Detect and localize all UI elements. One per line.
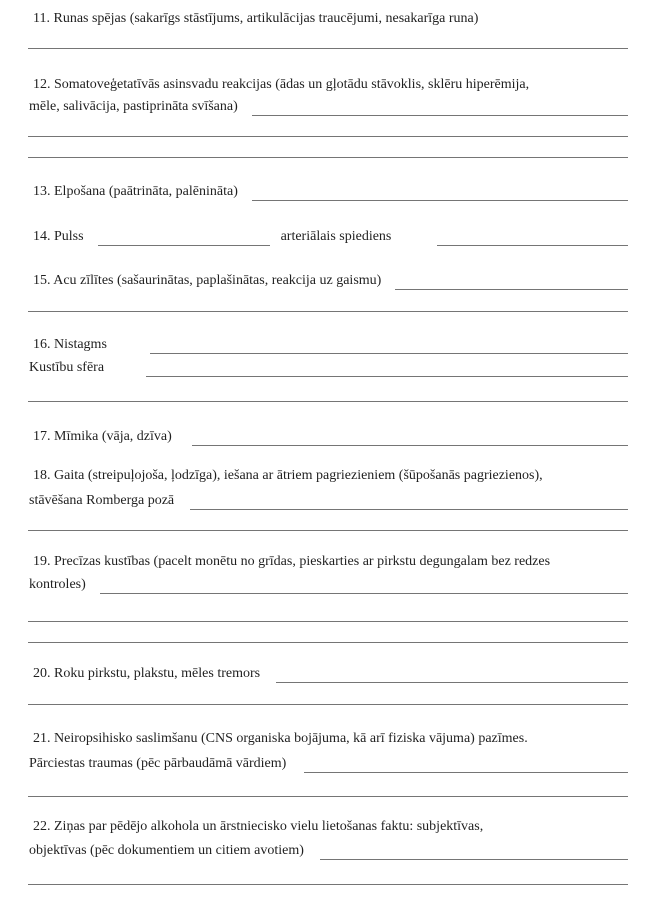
- item-22-blank-field[interactable]: [320, 841, 628, 860]
- item-14-pulse-label: 14. Pulss: [33, 229, 84, 244]
- item-18-blank-line[interactable]: [28, 530, 628, 531]
- item-11-blank-line[interactable]: [28, 48, 628, 49]
- item-22-row-1: [28, 816, 628, 838]
- item-16-blank-line[interactable]: [28, 401, 628, 402]
- item-15-row: [28, 270, 628, 292]
- item-15-blank-line[interactable]: [28, 311, 628, 312]
- item-19-label-line-2: kontroles): [29, 577, 86, 592]
- item-12-label-line-1: 12. Somatoveģetatīvās asinsvadu reakcijas (ādas un gļotādu stāvoklis, sklēru hiperēmija,: [33, 77, 530, 92]
- item-22-label-line-2: objektīvas (pēc dokumentiem un citiem avotiem): [29, 843, 304, 858]
- item-11-row: [28, 8, 628, 30]
- item-14-bp-field[interactable]: [437, 227, 628, 246]
- item-20-row: [28, 663, 628, 685]
- item-21-row-1: [28, 728, 628, 750]
- item-20-label: 20. Roku pirkstu, plakstu, mēles tremors: [33, 666, 261, 681]
- item-21-label-line-1: 21. Neiropsihisko saslimšanu (CNS organiska bojājuma, kā arī fiziska vājuma) pazīmes.: [33, 731, 528, 746]
- item-15-label: 15. Acu zīlītes (sašaurinātas, paplašinātas, reakcija uz gaismu): [33, 273, 382, 288]
- item-18-row-2: [28, 490, 628, 512]
- item-12-row-2: [28, 96, 628, 118]
- item-21-label-line-2: Pārciestas traumas (pēc pārbaudāmā vārdiem): [29, 756, 287, 771]
- item-21-blank-field[interactable]: [304, 754, 628, 773]
- item-16-nystagmus-label: 16. Nistagms: [33, 337, 107, 352]
- item-21-blank-line[interactable]: [28, 796, 628, 797]
- item-18-label-line-1: 18. Gaita (streipuļojoša, ļodzīga), iešana ar ātriem pagriezieniem (šūpošanās pagriezienos),: [33, 468, 543, 483]
- item-20-blank-line[interactable]: [28, 704, 628, 705]
- item-12-blank-line-1[interactable]: [28, 136, 628, 137]
- item-19-blank-line-1[interactable]: [28, 621, 628, 622]
- item-13-blank-field[interactable]: [252, 182, 628, 201]
- item-17-label: 17. Mīmika (vāja, dzīva): [33, 429, 172, 444]
- item-17-row: [28, 426, 628, 448]
- item-14-pulse-field[interactable]: [98, 227, 270, 246]
- item-18-row-1: [28, 465, 628, 487]
- item-20-blank-field[interactable]: [276, 664, 628, 683]
- item-14-bp-label: arteriālais spiediens: [280, 229, 392, 244]
- item-21-row-2: [28, 753, 628, 775]
- item-22-row-2: [28, 840, 628, 862]
- item-22-blank-line[interactable]: [28, 884, 628, 885]
- item-16-movement-field[interactable]: [146, 358, 628, 377]
- item-19-label-line-1: 19. Precīzas kustības (pacelt monētu no grīdas, pieskarties ar pirkstu degungalam bez redzes: [33, 554, 551, 569]
- item-12-blank-line-2[interactable]: [28, 157, 628, 158]
- item-19-blank-line-2[interactable]: [28, 642, 628, 643]
- item-13-label: 13. Elpošana (paātrināta, palēnināta): [33, 184, 238, 199]
- item-18-label-line-2: stāvēšana Romberga pozā: [29, 493, 175, 508]
- item-19-row-2: [28, 574, 628, 596]
- item-22-label-line-1: 22. Ziņas par pēdējo alkohola un ārstniecisko vielu lietošanas faktu: subjektīvas,: [33, 819, 484, 834]
- item-12-blank-field[interactable]: [252, 97, 628, 116]
- item-12-row-1: [28, 74, 628, 96]
- item-12-label-line-2: mēle, salivācija, pastiprināta svīšana): [29, 99, 238, 114]
- item-19-blank-field[interactable]: [100, 575, 628, 594]
- item-16-nystagmus-field[interactable]: [150, 335, 628, 354]
- item-11-label: 11. Runas spējas (sakarīgs stāstījums, artikulācijas traucējumi, nesakarīga runa): [33, 11, 479, 26]
- item-13-row: [28, 181, 628, 203]
- item-16-movement-label: Kustību sfēra: [29, 360, 105, 375]
- item-19-row-1: [28, 551, 628, 573]
- item-17-blank-field[interactable]: [192, 427, 628, 446]
- item-14-row: [28, 226, 628, 248]
- item-18-blank-field[interactable]: [190, 491, 628, 510]
- item-16-row-2: [28, 357, 628, 379]
- item-15-blank-field[interactable]: [395, 271, 628, 290]
- item-16-row-1: [28, 334, 628, 356]
